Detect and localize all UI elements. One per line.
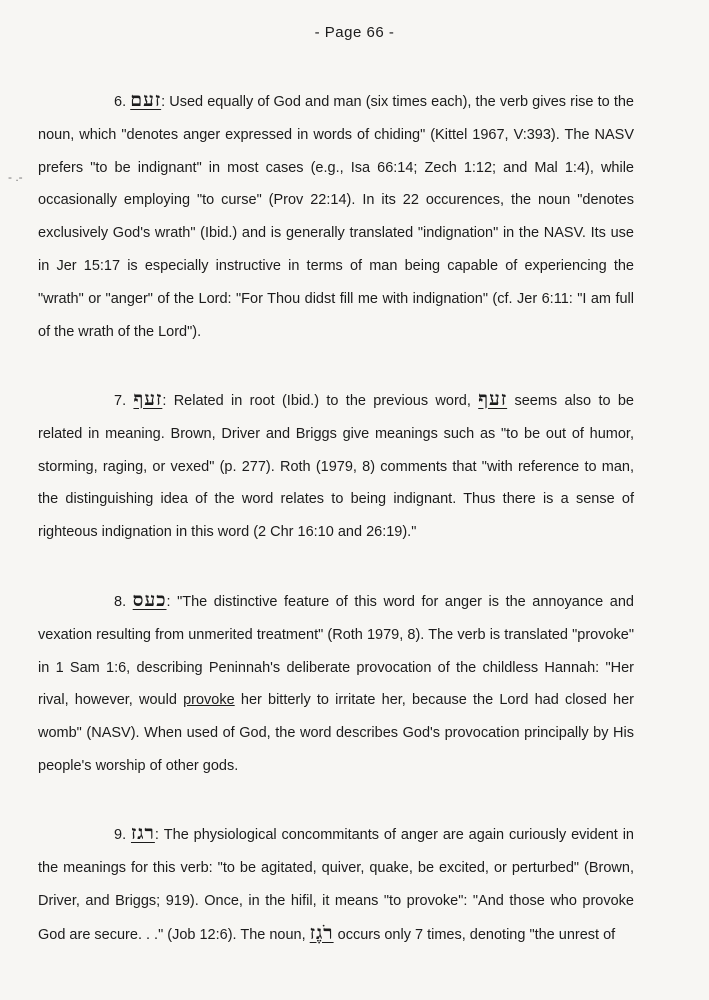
margin-mark: - .- [8,170,23,184]
item-number: 8. [114,594,127,610]
paragraph-7 [38,383,634,549]
paragraph-text-cont: seems also to be related in meaning. Brown, Driver and Briggs give meanings such as "to be out of humor, storming, raging, or vexed" (p. 277). Roth (1979, 8) comments that "with reference to man, the distinguishing idea of the word relates to being indignant. Thus there is a sense of righteous indignation in this word (2 Chr 16:10 and 26:19)." [38,393,634,541]
paragraph-9 [38,817,634,952]
hebrew-term: זעף [133,388,163,410]
paragraph-text-cont: occurs only 7 times, denoting "the unrest of [337,927,616,944]
hebrew-term-repeat: זעף [478,388,508,410]
item-number: 9. [114,827,127,843]
paragraph-text: : Related in root (Ibid.) to the previous word, [162,393,471,409]
item-number: 6. [114,94,127,110]
paragraph-8 [38,584,634,783]
item-number: 7. [114,393,127,409]
paragraph-text: : Used equally of God and man (six times each), the verb gives rise to the noun, which "denotes anger expressed in words of chiding" (Kittel 1967, V:393). The NASV prefers "to be indignant" in most cases (e.g., Isa 66:14; Zech 1:12; and Mal 1:4), while occasionally employing "to curse" (Prov 22:14). In its 22 occurences, the noun "denotes exclusively God's wrath" (Ibid.) and is generally translated "indignation" in the NASV. Its use in Jer 15:17 is especially instructive in terms of man being capable of experiencing the "wrath" or "anger" of the Lord: "For Thou didst fill me with indignation" (cf. Jer 6:11: "I am full of the wrath of the Lord"). [38,94,634,340]
paragraph-text: : "The distinctive feature of this word for anger is the annoyance and vexation resulting from unmerited treatment" (Roth 1979, 8). The verb is translated "provoke" in 1 Sam 1:6, describing Peninnah's deliberate provocation of the childless Hannah: "Her rival, however, would [38,594,634,709]
hebrew-term: כעס [132,589,167,611]
hebrew-noun: רֹגֶז [309,922,334,945]
page-number: - Page 66 - [314,24,395,41]
hebrew-term: זעם [130,89,162,111]
paragraph-6 [38,84,634,348]
underlined-word: provoke [183,692,235,709]
paragraph-text: : The physiological concommitants of anger are again curiously evident in the meanings for this verb: "to be agitated, quiver, quake, be excited, or perturbed" (Brown, Driver, and Briggs; 919). Once, in the hifil, it means "to provoke": "And those who provoke God are secure. . ." (Job 12:6). The noun, [38,827,634,944]
hebrew-term: רגז [130,822,155,844]
paragraph-text-cont: her bitterly to irritate her, because the Lord had closed her womb" (NASV). When used of God, the word describes God's provocation principally by His people's worship of other gods. [38,692,635,774]
